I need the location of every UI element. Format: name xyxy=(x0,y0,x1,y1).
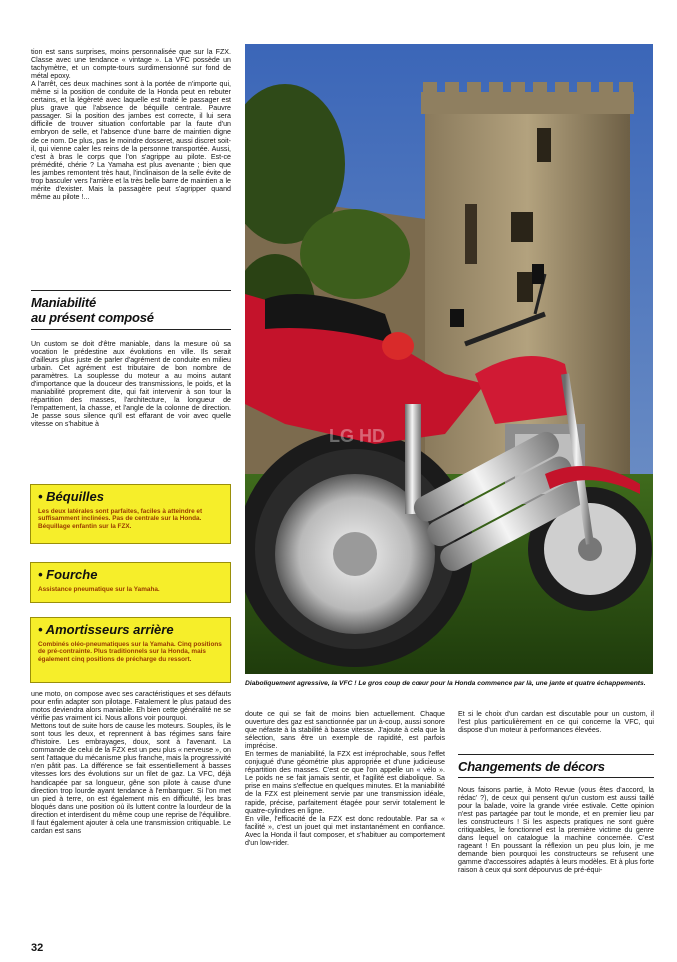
info-box-bequilles xyxy=(30,484,231,544)
paragraph: Et si le choix d'un cardan est discutable pour un custom, il l'est plus particulièrement en ce qui concerne la VFC, qui dispose d'un moteur à performances élevées. xyxy=(458,710,654,735)
paragraph: Mettons tout de suite hors de cause les moteurs. Souples, ils le sont tous les deux, et reprennent à bas régimes sans faire d'histoire. Les embrayages, doux, sont à l'avenant. La commande de celui de la FZX est un peu plus « nerveuse », on sent l'attaque du mécanisme plus franche, mais la progressivité n'en pâtit pas. La différence se fait essentiellement à basses vitesses lors des évolutions sur un filet de gaz. La VFC, déjà handicapée par sa longueur, gêne son pilote à cause d'une direction trop lourde ayant tendance à l'embarquer. Si l'on met un pied à terre, on est également mis en difficulté, les bras bloqués dans une position où ils luttent contre la lourdeur de la direction et interdisent du même coup une reprise de l'équilibre. Il faut également ajouter à cela une transmission critiquable. Le cardan est sans xyxy=(31,722,231,835)
section-title: Changements de décors xyxy=(458,759,605,774)
photo-caption: Diaboliquement agressive, la VFC ! Le gros coup de cœur pour la Honda commence par là, une jante et quatre échappements. xyxy=(245,680,646,687)
box-title: • Béquilles xyxy=(38,489,104,504)
section-heading-changements xyxy=(458,754,654,778)
box-body: Assistance pneumatique sur la Yamaha. xyxy=(38,586,160,593)
photo-watermark: LG HD xyxy=(329,426,385,446)
heading-rule xyxy=(458,777,654,778)
column-1-bottom-text xyxy=(31,690,231,938)
photo-illustration xyxy=(245,44,653,674)
paragraph: A l'arrêt, ces deux machines sont à la portée de n'importe qui, même si la position de conduite de la Honda peut en rebuter certains, et la légèreté avec laquelle est traité le passager est plus grave que l'absence de béquille centrale. Pauvre passager. Si la position des jambes est correcte, il lui sera difficile de trouver situation confortable par la faute d'un embryon de selle, et l'absence d'une barre de maintien digne de ce nom. De plus, pas le moindre dosseret, aussi discret soit-il, qui vienne caler les reins de la personne transportée. Aussi, c'est à bras le corps que l'on s'agrippe au pilote. Est-ce prémédité, chérie ? La Yamaha est plus avenante ; bien que les jambes remontent très haut, l'inclinaison de la selle évite de trop basculer vers l'arrière et la très belle barre de maintien a le mérite d'exister. Mais la passagère peut s'agripper quand même au pilote !... xyxy=(31,80,231,201)
section-title-line-2: au présent composé xyxy=(31,310,154,325)
box-body: Les deux latérales sont parfaites, faciles à atteindre et suffisamment inclinées. Pas de centrale sur la Honda. Béquillage enfantin sur la FZX. xyxy=(38,508,203,530)
section-title-line-1: Maniabilité xyxy=(31,295,96,310)
box-body: Combinés oléo-pneumatiques sur la Yamaha. Cinq positions de pré-contrainte. Plus traditionnels sur la Honda, mais également cinq positions de précharge du ressort. xyxy=(38,641,222,663)
column-3-bottom-text xyxy=(458,786,654,938)
paragraph: En termes de maniabilité, la FZX est irréprochable, sous l'effet conjugué d'une géométrie plus appropriée et d'une judicieuse répartition des masses. C'est ce que l'on appelle un « vélo ». Le poids ne se fait jamais sentir, et l'agilité est diabolique. Sa prise en mains s'effectue en quelques minutes. Et la maniabilité de la FZX est pleinement servie par une transmission idéale, rapide, précise, parfaitement étagée pour servir totalement le quatre-cylindres en ligne. xyxy=(245,750,445,815)
paragraph: Un custom se doit d'être maniable, dans la mesure où sa vocation le prédestine aux évolutions en ville. Ils serait d'ailleurs plus juste de parler d'agrément de conduite en milieu urbain. Cet agrément est tributaire de bon nombre de paramètres. La souplesse du moteur a au moins autant d'importance que la douceur des transmissions, le poids, et la maniabilité proprement dite, qui fait intervenir à son tour la répartition des masses, l'architecture, la longueur de l'empattement, la chasse, et l'angle de la colonne de direction. Je passe sous silence qu'il est effarant de voir avec quelle vitesse on s'habitue à xyxy=(31,340,231,429)
paragraph: une moto, on compose avec ses caractéristiques et ses défauts pour enfin adapter son pilotage. Fatalement le plus pataud des motos deviendra alors maniable. Eh bien cette généralité ne se vérifie pas vraiment ici. Nous allons voir pourquoi. xyxy=(31,690,231,723)
section-heading-maniabilite xyxy=(31,290,231,330)
column-2-bottom-text xyxy=(245,710,445,938)
paragraph: Nous faisons partie, à Moto Revue (vous êtes d'accord, la rédac' ?), de ceux qui pensent qu'un custom est aussi taillé pour la balade, voire la grande virée estivale. Cette opinion n'est pas partagée par tout le monde, et en premier lieu par les constructeurs ! Si les aspects pratiques ne sont guère critiquables, le fonctionnel est la première victime du genre dans lequel on catalogue la machine concernée. C'est rageant ! En poussant la réflexion un peu plus loin, je me demande bien pourquoi les constructeurs se refusent une gamme d'accessoires adaptés à leurs modèles. Et à plus forte raison à ceux qui sont dépourvus de pré-équi- xyxy=(458,786,654,875)
info-box-amortisseurs xyxy=(30,617,231,683)
heading-rule xyxy=(31,329,231,330)
heading-rule xyxy=(31,290,231,291)
box-title: • Amortisseurs arrière xyxy=(38,622,174,637)
paragraph: doute ce qui se fait de moins bien actuellement. Chaque ouverture des gaz est sanctionnée par un à-coup, aussi sonore que néfaste à la stabilité à basse vitesse. J'ajoute à cela que la sélection, sans être un exemple de rapidité, est parfois imprécise. xyxy=(245,710,445,751)
column-1-middle-text xyxy=(31,340,231,478)
column-3-top-text xyxy=(458,710,654,752)
paragraph: En ville, l'efficacité de la FZX est donc redoutable. Par sa « facilité », c'est un jouet qui met instantanément en confiance. Avec la Honda il faut composer, et s'habituer au comportement d'un low-rider. xyxy=(245,814,445,847)
info-box-fourche xyxy=(30,562,231,603)
heading-rule xyxy=(458,754,654,755)
paragraph: tion est sans surprises, moins personnalisée que sur la FZX. Classe avec une tendance « vintage ». La VFC possède un tachymètre, et un compte-tours surdimensionné sur fond de métal epoxy. xyxy=(31,48,231,81)
box-title: • Fourche xyxy=(38,567,98,582)
motorcycle-photo xyxy=(245,44,653,674)
page-number: 32 xyxy=(31,942,44,954)
column-1-top-text xyxy=(31,48,231,284)
